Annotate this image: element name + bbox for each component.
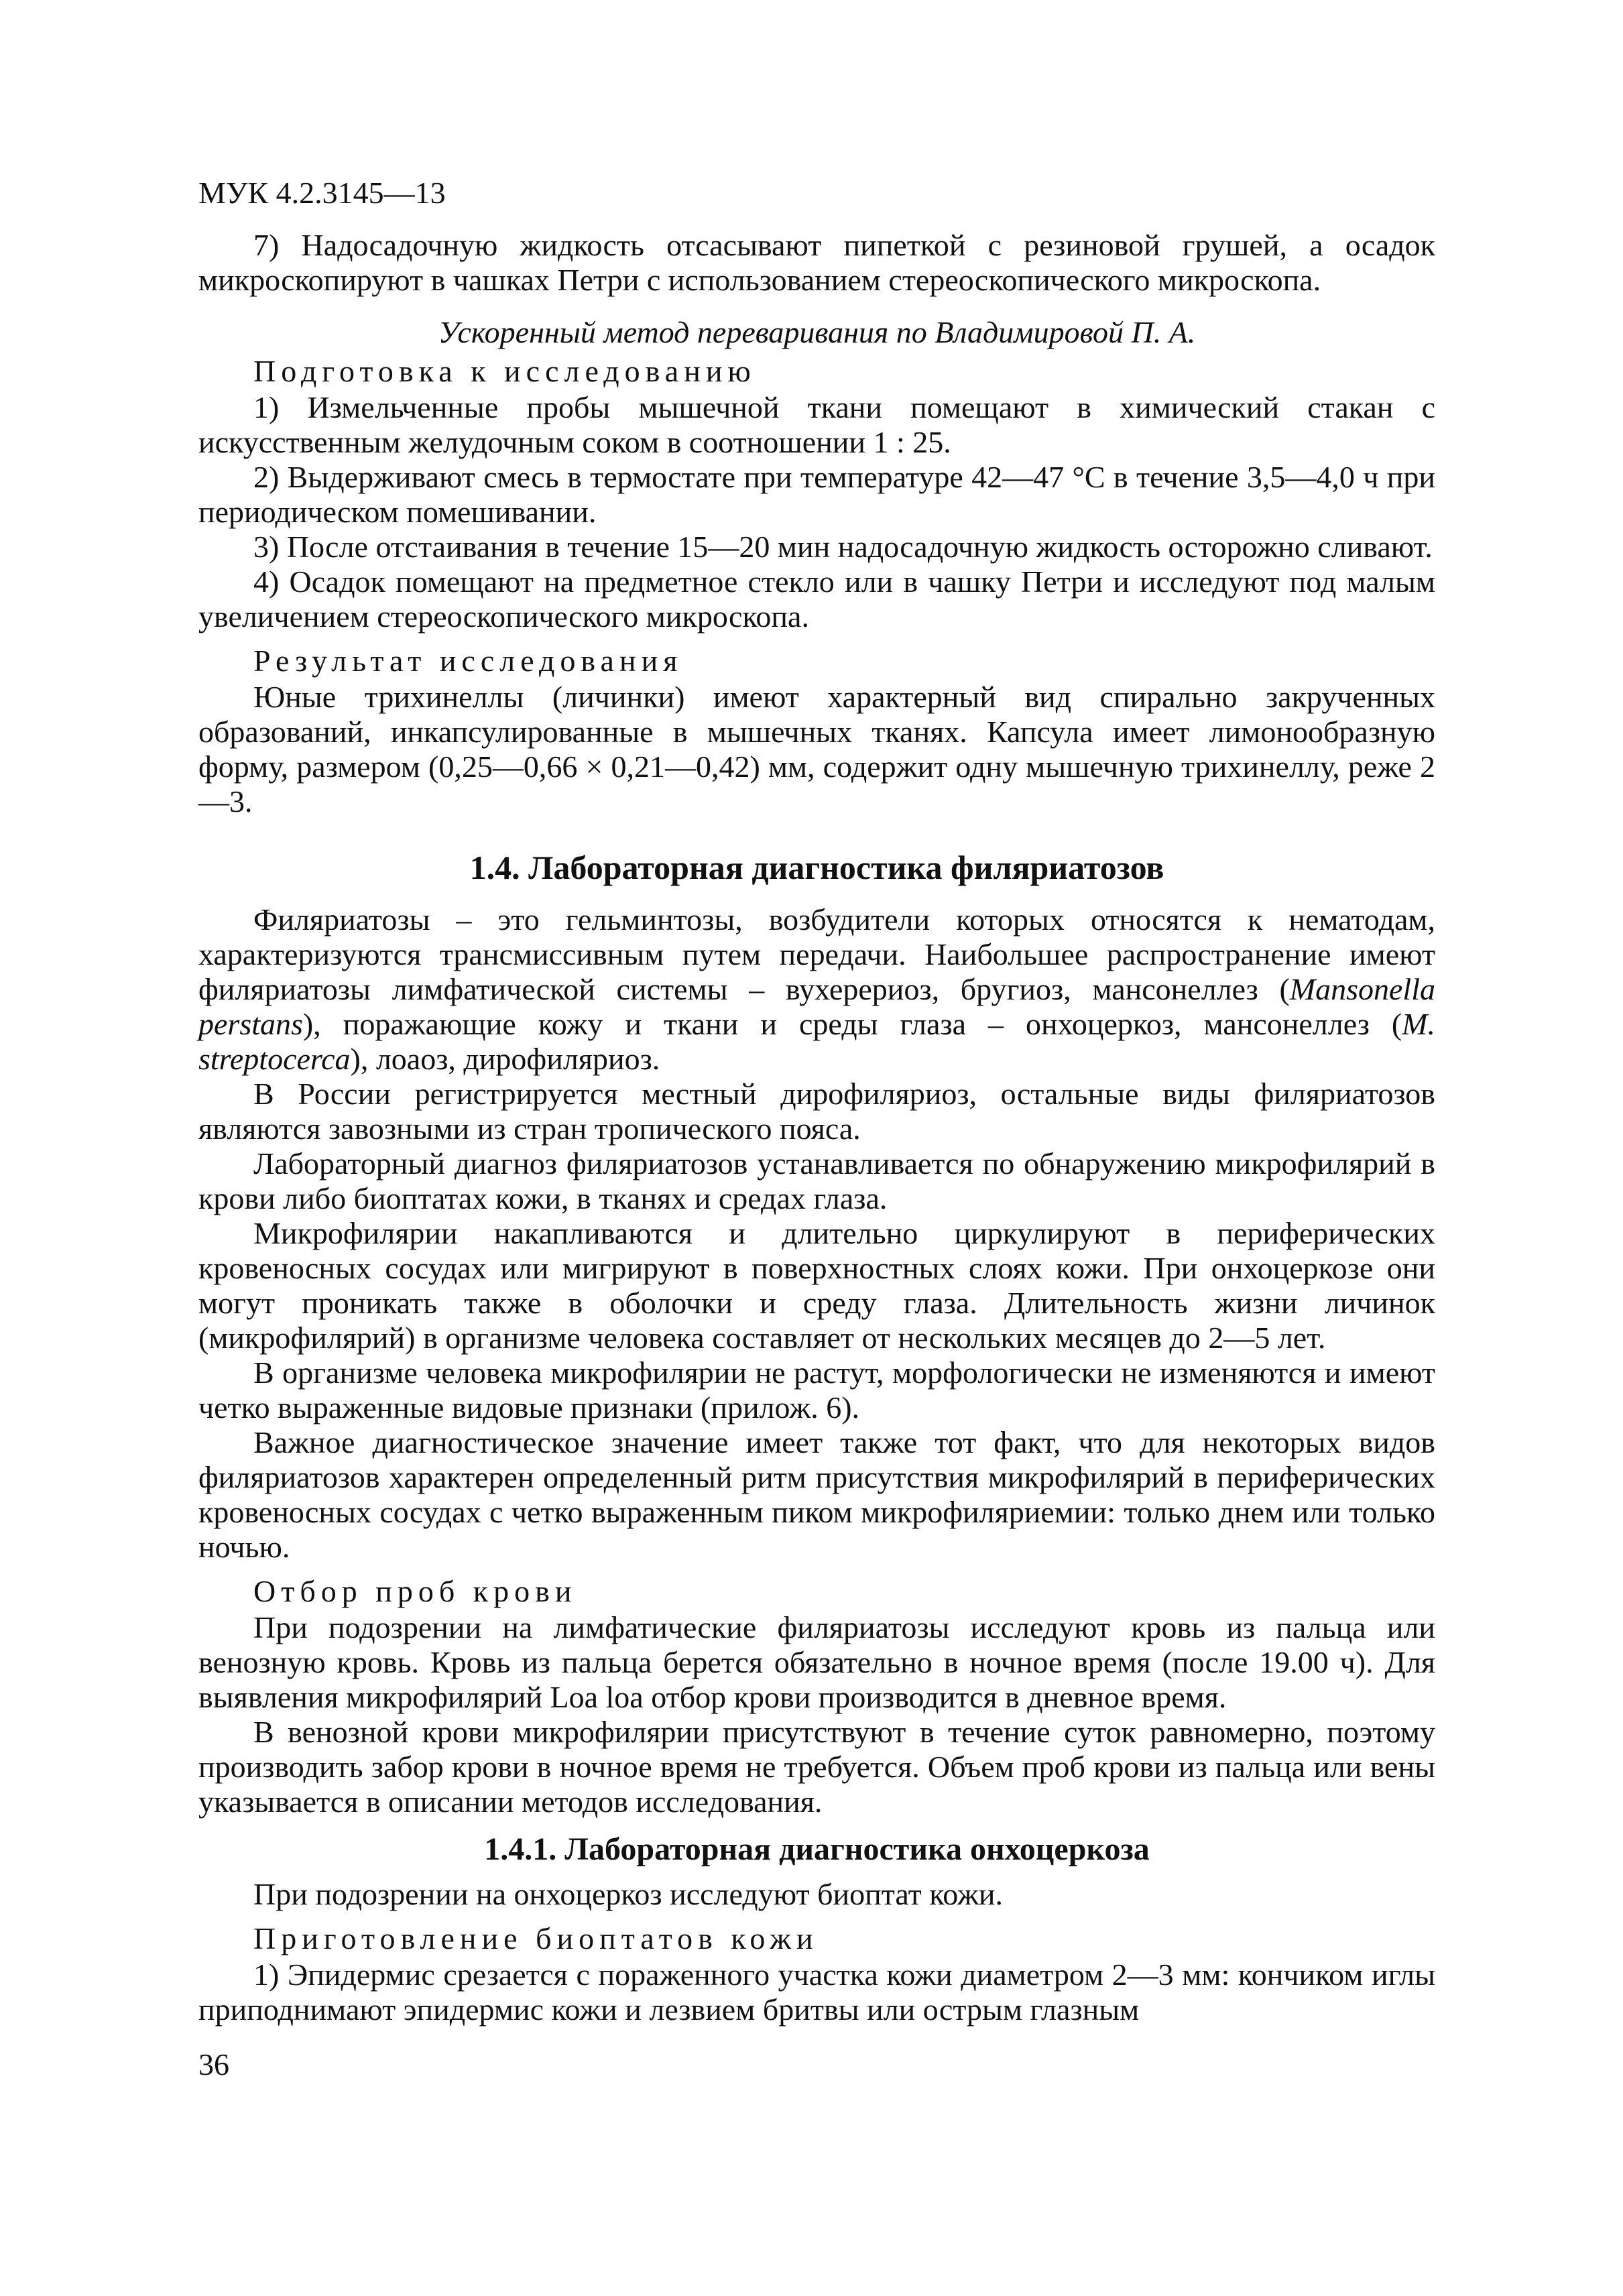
list-item: 1) Измельченные пробы мышечной ткани помещают в химический стакан с искусственным желудочным соком в соотношении 1 : 25. [198,390,1435,459]
biopsy-prep-heading: Приготовление биоптатов кожи [253,1921,819,1955]
paragraph: Лабораторный диагноз филяриатозов устанавливается по обнаружению микрофилярий в крови либо биоптатах кожи, в тканях и средах глаза. [198,1146,1435,1215]
result-heading: Результат исследования [253,644,683,678]
paragraph: При подозрении на онхоцеркоз исследуют биоптат кожи. [253,1877,1003,1911]
page-number: 36 [198,2047,229,2081]
method-title: Ускоренный метод переваривания по Владимировой П. А. [438,315,1196,349]
paragraph: При подозрении на лимфатические филяриатозы исследуют кровь из пальца или венозную кровь. Кровь из пальца берется обязательно в ночное время (после 19.00 ч). Для выявления микрофилярий Loa loa отбор крови производится в дневное время. [198,1610,1435,1714]
paragraph: Филяриатозы – это гельминтозы, возбудители которых относятся к нематодам, характеризуются трансмиссивным путем передачи. Наибольшее распространение имеют филяриатозы лимфатической системы – вухерериоз, бругиоз, мансонеллез (Mansonella perstans), поражающие кожу и ткани и среды глаза – онхоцеркоз, мансонеллез (M. streptocerca), лоаоз, дирофиляриоз. [198,902,1435,1076]
list-item: 3) После отстаивания в течение 15—20 мин надосадочную жидкость осторожно сливают. [253,530,1433,564]
paragraph: Микрофилярии накапливаются и длительно циркулируют в периферических кровеносных сосудах или мигрируют в поверхностных слоях кожи. При онхоцеркозе они могут проникать также в оболочки и среду глаза. Длительность жизни личинок (микрофилярий) в организме человека составляет от нескольких месяцев до 2—5 лет. [198,1216,1435,1355]
latin-name: Mansonella perstans [198,972,1435,1041]
paragraph: В венозной крови микрофилярии присутствуют в течение суток равномерно, поэтому производить забор крови в ночное время не требуется. Объем проб крови из пальца или вены указывается в описании методов исследования. [198,1715,1435,1819]
subsection-title: 1.4.1. Лабораторная диагностика онхоцеркоза [484,1831,1150,1867]
running-header: МУК 4.2.3145—13 [198,176,446,210]
page-content [198,176,1435,2082]
list-item: 1) Эпидермис срезается с пораженного участка кожи диаметром 2—3 мм: кончиком иглы приподнимают эпидермис кожи и лезвием бритвы или острым глазным [198,1957,1435,2027]
latin-name: M. streptocerca [198,1007,1435,1076]
paragraph: В организме человека микрофилярии не растут, морфологически не изменяются и имеют четко выраженные видовые признаки (прилож. 6). [198,1355,1435,1425]
paragraph: В России регистрируется местный дирофиляриоз, остальные виды филяриатозов являются завозными из стран тропического пояса. [198,1077,1435,1146]
prep-heading: Подготовка к исследованию [253,354,756,388]
paragraph: Важное диагностическое значение имеет также тот факт, что для некоторых видов филяриатозов характерен определенный ритм присутствия микрофилярий в периферических кровеносных сосудах с четко выраженным пиком микрофиляриемии: только днем или только ночью. [198,1425,1435,1564]
list-item: 2) Выдерживают смесь в термостате при температуре 42—47 °С в течение 3,5—4,0 ч при периодическом помешивании. [198,460,1435,529]
list-item: 7) Надосадочную жидкость отсасывают пипеткой с резиновой грушей, а осадок микроскопируют в чашках Петри с использованием стереоскопического микроскопа. [198,228,1435,297]
blood-sampling-heading: Отбор проб крови [253,1574,577,1608]
result-paragraph: Юные трихинеллы (личинки) имеют характерный вид спирально закрученных образований, инкапсулированные в мышечных тканях. Капсула имеет лимонообразную форму, размером (0,25—0,66 × 0,21—0,42) мм, содержит одну мышечную трихинеллу, реже 2—3. [198,680,1435,819]
section-title: 1.4. Лабораторная диагностика филяриатозов [469,849,1164,886]
list-item: 4) Осадок помещают на предметное стекло или в чашку Петри и исследуют под малым увеличением стереоскопического микроскопа. [198,564,1435,633]
